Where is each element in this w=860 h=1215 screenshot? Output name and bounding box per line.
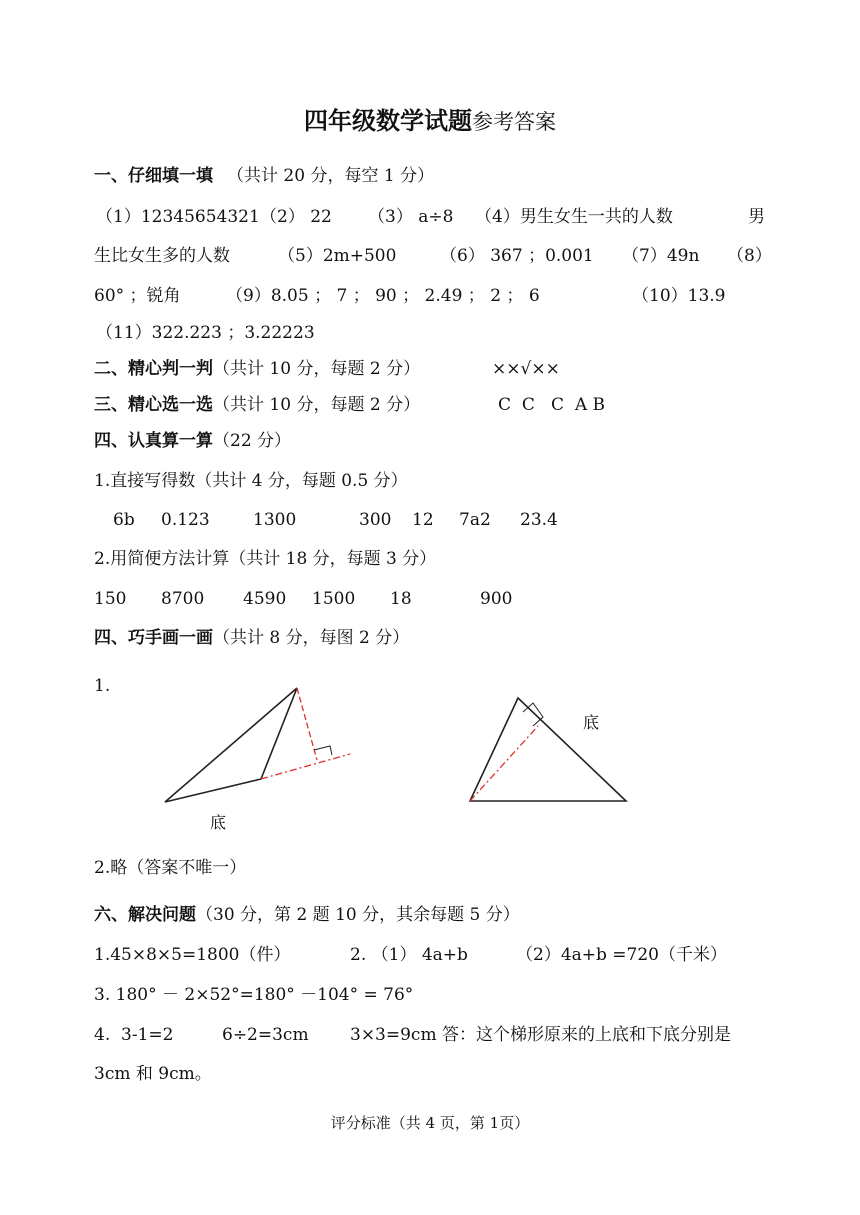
page-footer: 评分标准（共 4 页，第 1页） — [330, 1114, 530, 1132]
triangle-figure-right — [455, 690, 645, 815]
obtuse-triangle — [165, 688, 297, 802]
s1-line4: （11）322.223 ；3.22223 — [96, 323, 315, 343]
s1-line3-a: 60° ；锐角 — [94, 286, 181, 306]
s6-line3-b: 6÷2=3cm — [222, 1025, 309, 1045]
right-angle-mark — [314, 746, 332, 755]
s4-q1-answer: 0.123 — [161, 510, 210, 530]
s1-line2-b: （5）2m+500 — [278, 246, 397, 266]
s1-line2-e: （8） — [727, 246, 772, 266]
triangle-figure-left — [150, 680, 370, 840]
s4-q2: 2.用简便方法计算（共计 18 分，每题 3 分） — [94, 549, 437, 569]
s4-q2-answer: 4590 — [243, 589, 287, 609]
s4-q1-answer: 300 — [359, 510, 392, 530]
s1-line1-d: （4）男生女生一共的人数 — [475, 207, 673, 227]
s6-line3-c: 3×3=9cm 答：这个梯形原来的上底和下底分别是 — [350, 1025, 731, 1045]
s6-line2: 3. 180° － 2×52°=180° －104° = 76° — [94, 985, 414, 1005]
s4-q1-answer: 1300 — [253, 510, 297, 530]
s1-line1-c: （3） a÷8 — [368, 207, 454, 227]
page-title — [0, 106, 860, 137]
s3-answer: C C C A B — [498, 395, 606, 415]
section-2-heading: 二、精心判一判（共计 10 分，每题 2 分） — [94, 359, 421, 379]
s1-line3-b: （9）8.05 ； 7 ； 90 ； 2.49 ； 2 ； 6 — [226, 286, 540, 306]
section-3-heading: 三、精心选一选（共计 10 分，每题 2 分） — [94, 395, 421, 415]
s6-line4: 3cm 和 9cm。 — [94, 1064, 212, 1084]
s5-q1-label: 1. — [94, 676, 111, 696]
s1-line1-e: 男 — [748, 207, 765, 227]
s4-q2-answer: 1500 — [312, 589, 356, 609]
section-1-heading: 一、仔细填一填 （共计 20 分，每空 1 分） — [94, 166, 435, 186]
s1-line2-c: （6） 367 ；0.001 — [440, 246, 594, 266]
s2-answer: ××√×× — [492, 359, 560, 379]
s4-q2-answer: 8700 — [161, 589, 205, 609]
s4-q1-answer: 7a2 — [459, 510, 491, 530]
base-label-left: 底 — [210, 813, 227, 832]
s4-q2-answer: 900 — [480, 589, 513, 609]
height-extension-dashed — [261, 754, 350, 779]
s5-q2: 2.略（答案不唯一） — [94, 858, 247, 878]
s4-q1-answer: 12 — [412, 510, 434, 530]
section-5-heading: 四、巧手画一画（共计 8 分，每图 2 分） — [94, 628, 410, 648]
s4-q1: 1.直接写得数（共计 4 分，每题 0.5 分） — [94, 471, 408, 491]
s1-line1-a: （1）12345654321 — [96, 207, 260, 227]
s1-line2-d: （7）49n — [622, 246, 700, 266]
s6-line1-b: 2. （1） 4a+b — [350, 945, 468, 965]
s1-line3-c: （10）13.9 — [632, 286, 726, 306]
height-dashed — [297, 688, 317, 760]
title-sub: 参考答案 — [472, 110, 556, 134]
section-6-heading: 六、解决问题（30 分，第 2 题 10 分，其余每题 5 分） — [94, 905, 520, 925]
s4-q2-answer: 150 — [94, 589, 127, 609]
s1-line1-b: （2） 22 — [260, 207, 332, 227]
title-main: 四年级数学试题 — [304, 106, 472, 135]
section-4-heading: 四、认真算一算（22 分） — [94, 431, 292, 451]
height-dashed — [470, 726, 538, 801]
obtuse-triangle — [470, 698, 626, 801]
s6-line1-a: 1.45×8×5=1800（件） — [94, 945, 291, 965]
s6-line1-c: （2）4a+b =720（千米） — [516, 945, 727, 965]
s6-line3-a: 4. 3-1=2 — [94, 1025, 174, 1045]
s1-line2-a: 生比女生多的人数 — [94, 246, 230, 266]
base-label-right: 底 — [583, 713, 600, 732]
s4-q1-answer: 6b — [113, 510, 135, 530]
s4-q2-answer: 18 — [390, 589, 412, 609]
s4-q1-answer: 23.4 — [520, 510, 558, 530]
